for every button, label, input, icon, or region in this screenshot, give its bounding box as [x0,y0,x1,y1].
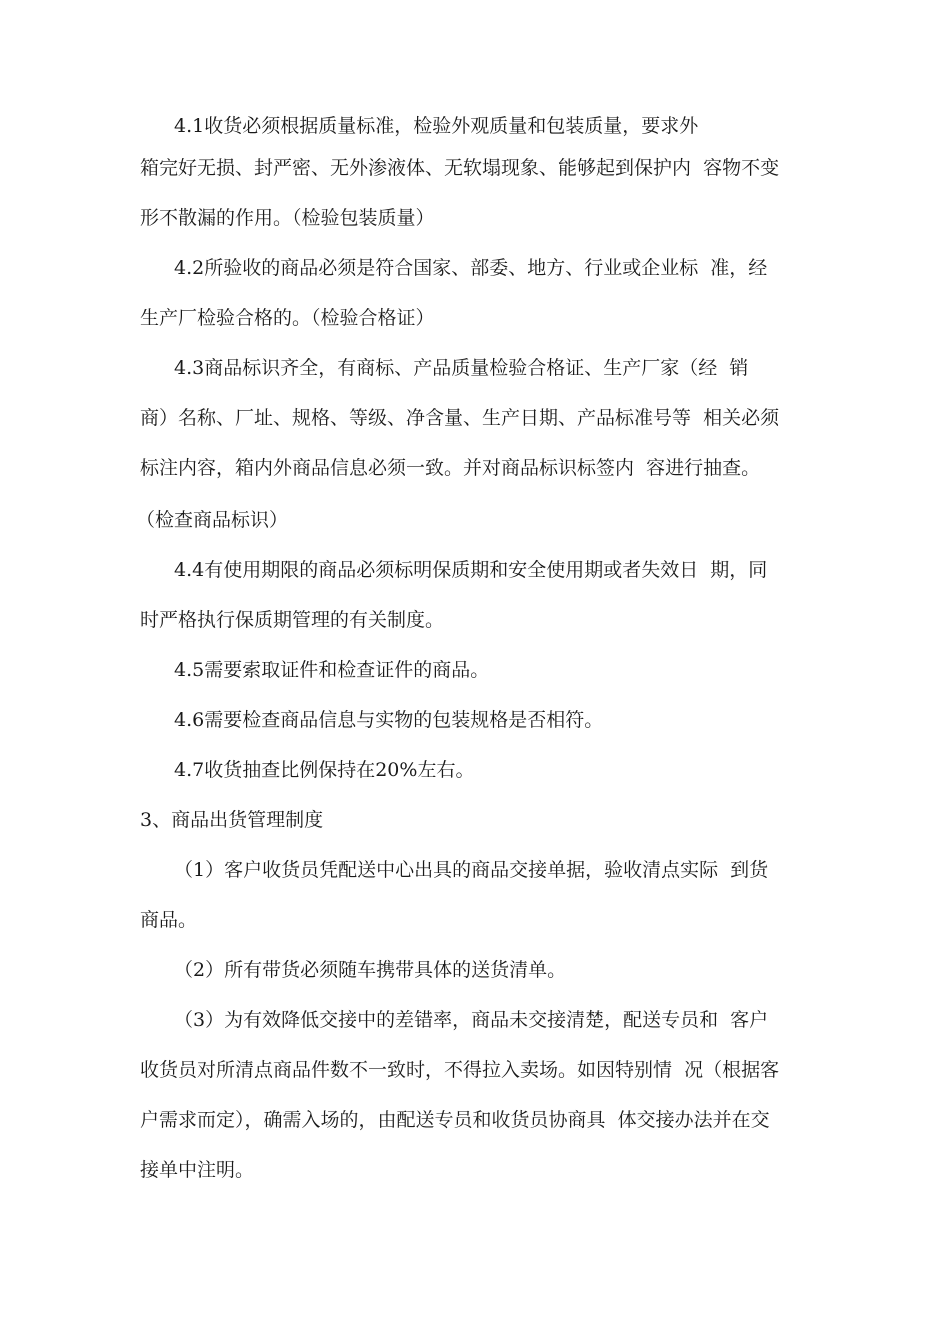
section-heading: 3、商品出货管理制度 [140,809,324,831]
para-4-2-line-2: 生产厂检验合格的。（检验合格证） [140,307,435,329]
clause-3-line-4: 接单中注明。 [140,1159,255,1181]
para-4-3-line-2: 商）名称、厂址、规格、等级、净含量、生产日期、产品标准号等 相关必须 [140,407,780,429]
clause-3-line-3: 户需求而定），确需入场的，由配送专员和收货员协商具 体交接办法并在交 [140,1109,770,1131]
para-4-7: 4.7收货抽查比例保持在20%左右。 [174,759,475,781]
para-4-1-line-2: 箱完好无损、封严密、无外渗液体、无软塌现象、能够起到保护内 容物不变 [140,157,780,179]
clause-1-line-2: 商品。 [140,909,198,931]
para-4-4-line-2: 时严格执行保质期管理的有关制度。 [140,609,445,631]
para-4-3-line-1: 4.3商品标识齐全，有商标、产品质量检验合格证、生产厂家（经 销 [174,357,749,379]
clause-2: （2）所有带货必须随车携带具体的送货清单。 [174,959,567,981]
para-4-2-line-1: 4.2所验收的商品必须是符合国家、部委、地方、行业或企业标 准，经 [174,257,768,279]
para-4-6: 4.6需要检查商品信息与实物的包装规格是否相符。 [174,709,604,731]
para-4-3-line-4: （检查商品标识） [136,509,289,531]
para-4-1-line-1: 4.1收货必须根据质量标准，检验外观质量和包装质量，要求外 [174,115,699,137]
clause-3-line-1: （3）为有效降低交接中的差错率，商品未交接清楚，配送专员和 客户 [174,1009,769,1031]
para-4-3-line-3: 标注内容，箱内外商品信息必须一致。并对商品标识标签内 容进行抽查。 [140,457,761,479]
clause-1-line-1: （1）客户收货员凭配送中心出具的商品交接单据，验收清点实际 到货 [174,859,769,881]
para-4-4-line-1: 4.4有使用期限的商品必须标明保质期和安全使用期或者失效日 期，同 [174,559,768,581]
clause-3-line-2: 收货员对所清点商品件数不一致时，不得拉入卖场。如因特别情 况（根据客 [140,1059,780,1081]
para-4-1-line-3: 形不散漏的作用。（检验包装质量） [140,207,435,229]
para-4-5: 4.5需要索取证件和检查证件的商品。 [174,659,490,681]
